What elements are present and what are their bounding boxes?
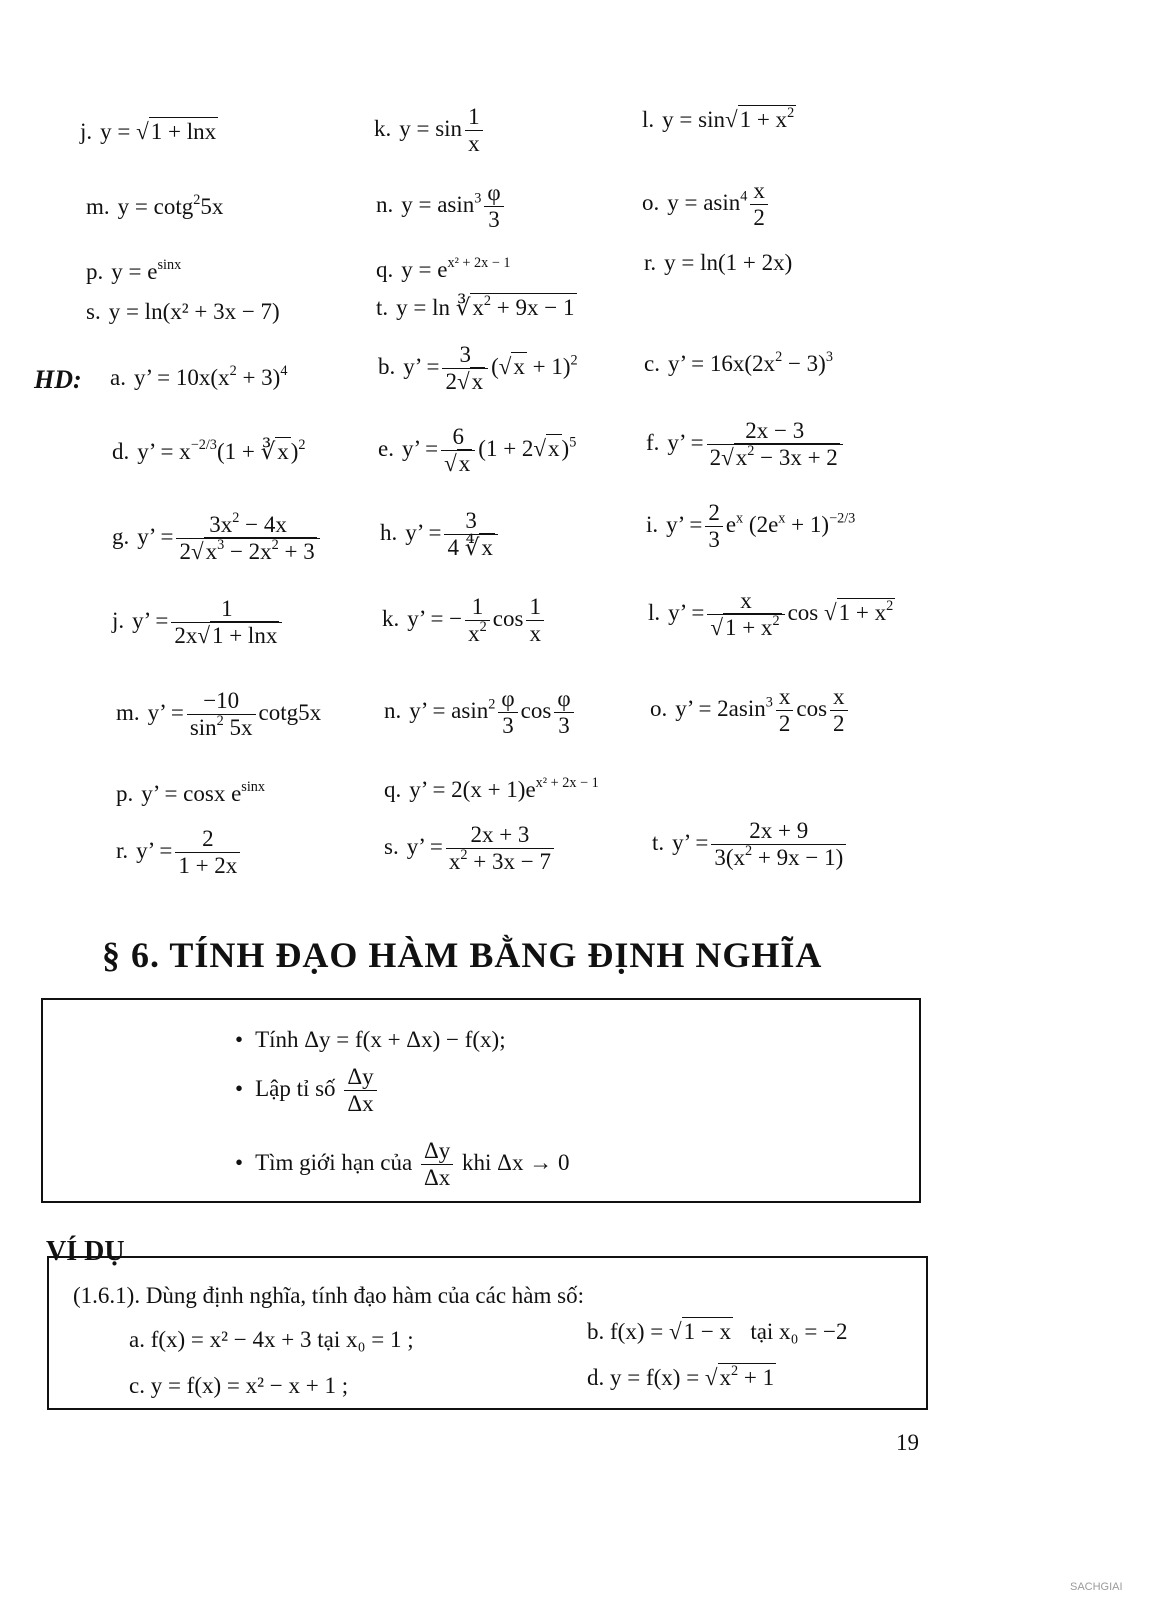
answer-k: k. y’ = − $\frac{1}{x^2}$ cos $\frac{1}{x}$: [382, 594, 547, 648]
func-s: s. y = ln(x² + 3x − 7): [86, 299, 280, 324]
answer-c: c. y’ = $16x(2x^2 - 3)^3$: [644, 349, 833, 376]
answer-i: i. y’ = $\frac{2}{3}$ $e^x$ $(2e^x + 1)^{-2/3}$: [646, 500, 856, 553]
func-o: o. y = asin$^4$ $\frac{x}{2}$: [642, 178, 771, 232]
example-heading: VÍ DỤ: [46, 1236, 125, 1267]
answer-o: o. y’ = 2asin$^3$ $\frac{x}{2}$ cos $\frac{x}{2}$: [650, 684, 851, 738]
answer-e: e. y’ = $\frac{6}{√x}$ $(1 + 2√x)^5$: [378, 424, 577, 477]
method-step-1: • Tính Δy = f(x + Δx) − f(x);: [235, 1027, 506, 1052]
func-r: r. y = ln(1 + 2x): [644, 250, 793, 275]
method-step-3: • Tìm giới hạn của $\frac{\Delta y}{\Delta x}$ khi Δx → 0: [235, 1138, 570, 1191]
func-t: t. $y = \ln ∛x^2 + 9x - 1$: [376, 293, 575, 320]
example-b: b. f(x) = √1 − x tại x₀ = −2: [587, 1319, 848, 1344]
answer-t: t. y’ = $\frac{2x + 9}{3(x^2 + 9x - 1)}$: [652, 818, 849, 872]
answer-l: l. y’ = $\frac{x}{√1 + x^2}$ $\cos √1 + x^2$: [648, 588, 894, 641]
hd-label: HD:: [34, 365, 82, 394]
func-p: p. $y = e^{sinx}$: [86, 257, 182, 284]
answer-h: h. y’ = $\frac{3}{4 ∜x}$: [380, 508, 501, 562]
answer-d: d. y’ = $x^{-2/3}(1$ + ∛x)$^2$: [112, 437, 306, 464]
example-a: a. f(x) = x² − 4x + 3 tại x₀ = 1 ;: [129, 1327, 414, 1352]
answer-q: q. y’ = $2(x + 1)e^{x^2 + 2x - 1}$: [384, 775, 599, 802]
section-title: § 6. TÍNH ĐẠO HÀM BẰNG ĐỊNH NGHĨA: [102, 935, 823, 975]
answer-r: r. y’ = $\frac{2}{1 + 2x}$: [116, 826, 243, 880]
answer-p: p. y’ = cosx $e^{sinx}$: [116, 779, 266, 806]
example-problem: (1.6.1). Dùng định nghĩa, tính đạo hàm của các hàm số:: [73, 1283, 584, 1308]
watermark: SACHGIAI: [1070, 1581, 1123, 1593]
func-m: m. y = cotg$^2$5x: [86, 192, 224, 219]
answer-n: n. y’ = asin$^2$ $\frac{\varphi}{3}$ cos $\frac{\varphi}{3}$: [384, 686, 577, 740]
answer-f: f. y’ = $\frac{2x - 3}{2√x^2 - 3x + 2}$: [646, 418, 846, 472]
func-j: j. y = √1 + lnx: [80, 119, 217, 144]
func-q: q. $y = e^{x^2 + 2x - 1}$: [376, 255, 511, 282]
func-k: k. y = sin $\frac{1}{x}$: [374, 104, 486, 158]
example-d: d. $y = f(x) = √x^2 + 1$: [587, 1363, 775, 1390]
answer-s: s. y’ = $\frac{2x + 3}{x^2 + 3x - 7}$: [384, 822, 557, 876]
method-box: [41, 998, 921, 1203]
page-number: 19: [896, 1430, 919, 1455]
func-n: n. y = asin$^3$ $\frac{\varphi}{3}$: [376, 180, 507, 234]
answer-g: g. y’ = $\frac{3x^2 - 4x}{2√x^3 - 2x^2 + 3}$: [112, 512, 323, 566]
answer-b: b. y’ = $\frac{3}{2√x}$ $(√x + 1)^2$: [378, 342, 578, 395]
func-l: l. $y = \sin√1 + x^2$: [642, 105, 795, 132]
example-c: c. y = f(x) = x² − x + 1 ;: [129, 1373, 349, 1398]
answer-m: m. y’ = $\frac{-10}{\sin^2 5x}$ cotg5x: [116, 688, 322, 741]
answer-j: j. y’ = $\frac{1}{2x√1 + \ln x}$: [112, 596, 285, 650]
answer-a: a. y’ = $10x(x^2 + 3)^4$: [110, 363, 288, 390]
method-step-2: • Lập tỉ số $\frac{\Delta y}{\Delta x}$: [235, 1064, 380, 1118]
example-box: [47, 1256, 928, 1410]
